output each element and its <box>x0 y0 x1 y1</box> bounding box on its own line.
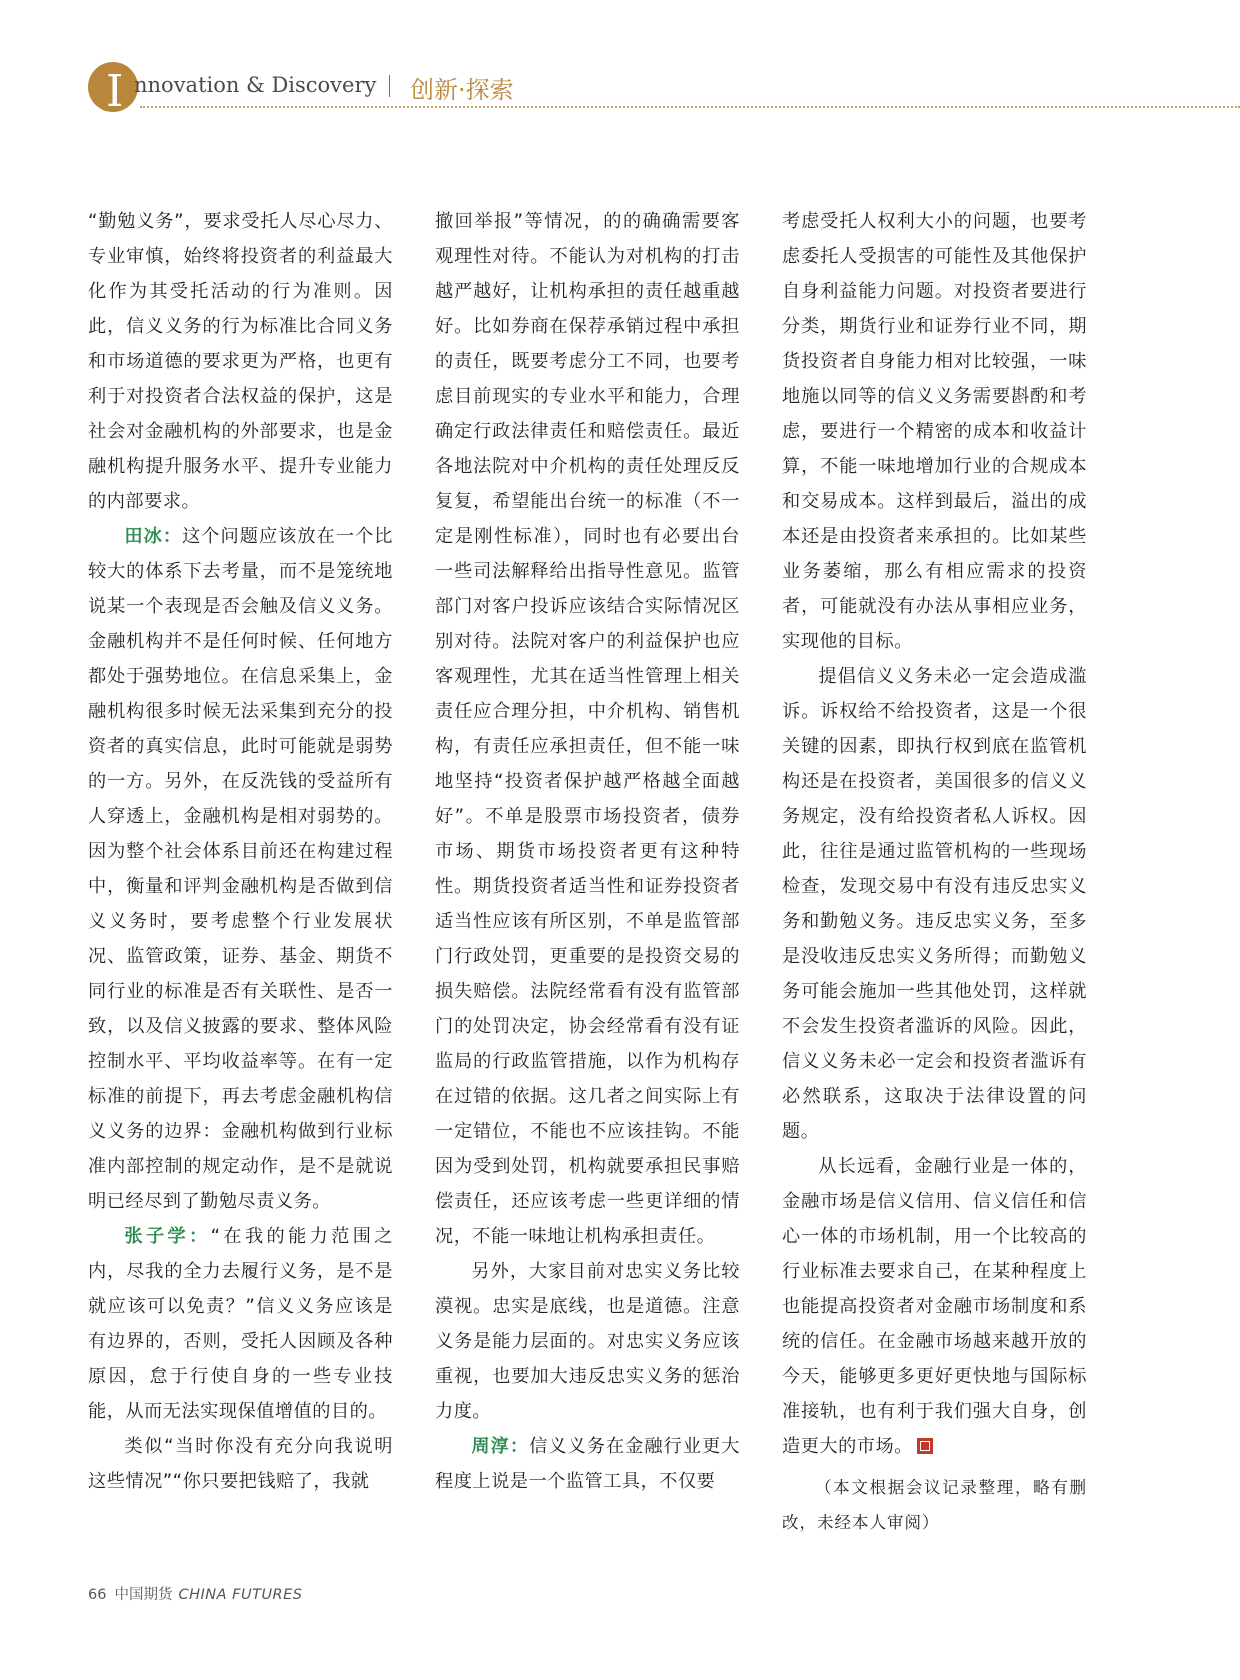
header-section-label: 创新·探索 <box>410 76 514 104</box>
paragraph <box>435 1254 740 1429</box>
speaker-name: 张子学： <box>124 1226 211 1247</box>
paragraph <box>782 659 1087 1149</box>
page-header <box>88 62 1240 117</box>
paragraph-text: 类似“当时你没有充分向我说明这些情况”“你只要把钱赔了，我就 <box>88 1436 393 1492</box>
magazine-name-cn: 中国期货 <box>114 1587 173 1603</box>
paragraph-text: 提倡信义义务未必一定会造成滥诉。诉权给不给投资者，这是一个很关键的因素，即执行权到底在监管机构还是在投资者，美国很多的信义义务规定，没有给投资者私人诉权。因此，往往是通过监管机构的一些现场检查，发现交易中有没有违反忠实义务和勤勉义务。违反忠实义务，至多是没收违反忠实义务所得；而勤勉义务可能会施加一些其他处罚，这样就不会发生投资者滥诉的风险。因此，信义义务未必一定会和投资者滥诉有必然联系，这取决于法律设置的问题。 <box>782 666 1087 1142</box>
paragraph-text: 考虑受托人权利大小的问题，也要考虑委托人受损害的可能性及其他保护自身利益能力问题。对投资者要进行分类，期货行业和证券行业不同，期货投资者自身能力相对比较强，一味地施以同等的信义义务需要斟酌和考虑，要进行一个精密的成本和收益计算，不能一味地增加行业的合规成本和交易成本。这样到最后，溢出的成本还是由投资者来承担的。比如某些业务萎缩，那么有相应需求的投资者，可能就没有办法从事相应业务，实现他的目标。 <box>782 211 1087 652</box>
text-column-3 <box>782 204 1087 1540</box>
paragraph <box>435 204 740 1254</box>
header-divider <box>389 75 390 97</box>
paragraph-text: 另外，大家目前对忠实义务比较漠视。忠实是底线，也是道德。注意义务是能力层面的。对忠实义务应该重视，也要加大违反忠实义务的惩治力度。 <box>435 1261 740 1422</box>
speaker-name: 周淳： <box>471 1436 530 1457</box>
paragraph <box>88 519 393 1219</box>
magazine-name-en: CHINA FUTURES <box>178 1587 303 1603</box>
text-column-1 <box>88 204 393 1499</box>
paragraph-text: 从长远看，金融行业是一体的，金融市场是信义信用、信义信任和信心一体的市场机制，用一个比较高的行业标准去要求自己，在某种程度上也能提高投资者对金融市场制度和系统的信任。在金融市场越来越开放的今天，能够更多更好更快地与国际标准接轨，也有利于我们强大自身，创造更大的市场。 <box>782 1156 1087 1457</box>
header-initial: I <box>106 66 124 117</box>
article-end-icon <box>917 1438 933 1454</box>
paragraph <box>782 1149 1087 1464</box>
paragraph-text: “勤勉义务”，要求受托人尽心尽力、专业审慎，始终将投资者的利益最大化作为其受托活动的行为准则。因此，信义义务的行为标准比合同义务和市场道德的要求更为严格，也更有利于对投资者合法权益的保护，这是社会对金融机构的外部要求，也是金融机构提升服务水平、提升专业能力的内部要求。 <box>88 211 393 512</box>
header-dotted-rule <box>140 106 1240 108</box>
paragraph <box>435 1429 740 1499</box>
page-footer <box>88 1583 303 1604</box>
paragraph <box>782 204 1087 659</box>
speaker-name: 田冰： <box>124 526 183 547</box>
paragraph-text: 这个问题应该放在一个比较大的体系下去考量，而不是笼统地说某一个表现是否会触及信义义务。金融机构并不是任何时候、任何地方都处于强势地位。在信息采集上，金融机构很多时候无法采集到充分的投资者的真实信息，此时可能就是弱势的一方。另外，在反洗钱的受益所有人穿透上，金融机构是相对弱势的。因为整个社会体系目前还在构建过程中，衡量和评判金融机构是否做到信义义务时，要考虑整个行业发展状况、监管政策，证券、基金、期货不同行业的标准是否有关联性、是否一致，以及信义披露的要求、整体风险控制水平、平均收益率等。在有一定标准的前提下，再去考虑金融机构信义义务的边界：金融机构做到行业标准内部控制的规定动作，是不是就说明已经尽到了勤勉尽责义务。 <box>88 526 393 1212</box>
page-number: 66 <box>88 1587 107 1603</box>
paragraph-text: 信义义务在金融行业更大程度上说是一个监管工具，不仅要 <box>435 1436 740 1492</box>
paragraph <box>88 1429 393 1499</box>
paragraph-text: 撤回举报”等情况，的的确确需要客观理性对待。不能认为对机构的打击越严越好，让机构承担的责任越重越好。比如券商在保荐承销过程中承担的责任，既要考虑分工不同，也要考虑目前现实的专业水平和能力，合理确定行政法律责任和赔偿责任。最近各地法院对中介机构的责任处理反反复复，希望能出台统一的标准（不一定是刚性标准），同时也有必要出台一些司法解释给出指导性意见。监管部门对客户投诉应该结合实际情况区别对待。法院对客户的利益保护也应客观理性，尤其在适当性管理上相关责任应合理分担，中介机构、销售机构，有责任应承担责任，但不能一味地坚持“投资者保护越严格越全面越好”。不单是股票市场投资者，债券市场、期货市场投资者更有这种特性。期货投资者适当性和证券投资者适当性应该有所区别，不单是监管部门行政处罚，更重要的是投资交易的损失赔偿。法院经常看有没有监管部门的处罚决定，协会经常看有没有证监局的行政监管措施，以作为机构存在过错的依据。这几者之间实际上有一定错位，不能也不应该挂钩。不能因为受到处罚，机构就要承担民事赔偿责任，还应该考虑一些更详细的情况，不能一味地让机构承担责任。 <box>435 211 740 1247</box>
paragraph <box>88 204 393 519</box>
header-title: nnovation & Discovery <box>134 73 377 97</box>
paragraph <box>88 1219 393 1429</box>
text-column-2 <box>435 204 740 1499</box>
editor-note: （本文根据会议记录整理，略有删改，未经本人审阅） <box>782 1478 1087 1532</box>
paragraph-text: “在我的能力范围之内，尽我的全力去履行义务，是不是就应该可以免责？”信义义务应该是有边界的，否则，受托人因顾及各种原因，怠于行使自身的一些专业技能，从而无法实现保值增值的目的。 <box>88 1226 393 1422</box>
